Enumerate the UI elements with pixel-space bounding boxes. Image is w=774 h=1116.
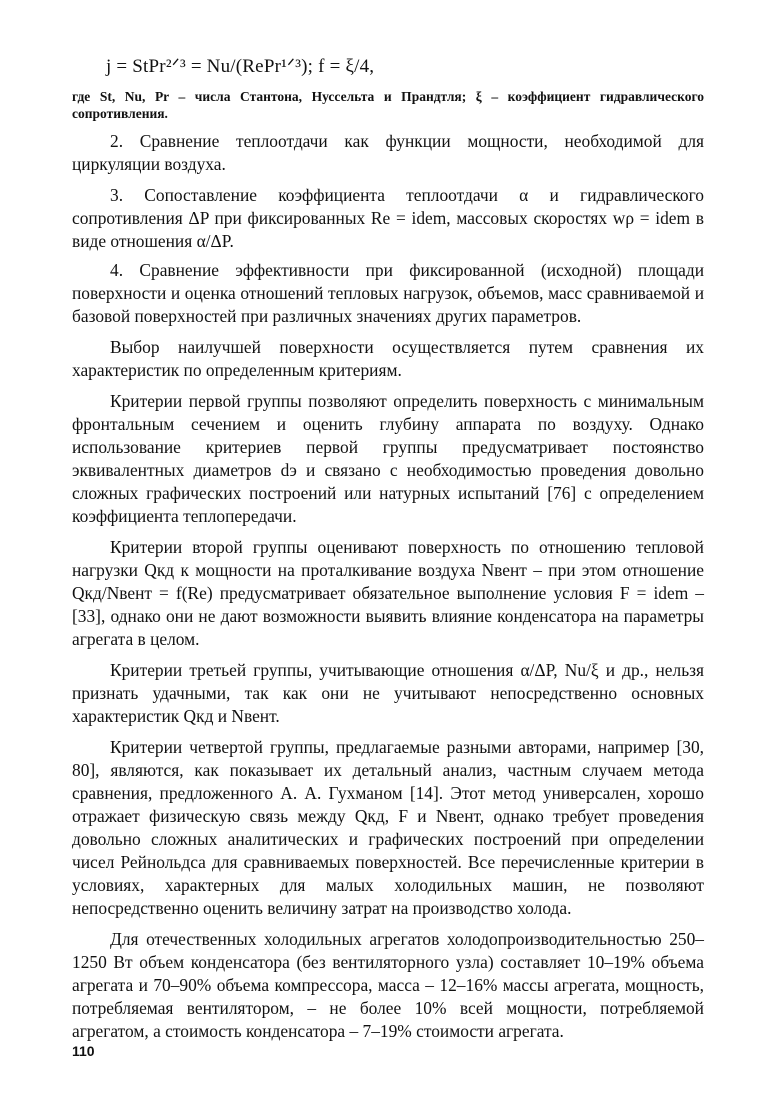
paragraph-group-2: Критерии второй группы оценивают поверхность по отношению тепловой нагрузки Qкд к мощности на проталкивание воздуха Nвент – при этом отношение Qкд/Nвент = f(Re) предусматривает обязательное выполнение условия F = idem – [33], однако они не дают возможности выявить влияние конденсатора на параметры агрегата в целом.: [72, 537, 704, 649]
page-body: [72, 52, 704, 1051]
paragraph-selection: Выбор наилучшей поверхности осуществляется путем сравнения их характеристик по определенным критериям.: [72, 337, 704, 380]
formula-line: j = StPr²ᐟ³ = Nu/(RePr¹ᐟ³); f = ξ/4,: [106, 56, 375, 77]
paragraph-group-4: Критерии четвертой группы, предлагаемые разными авторами, например [30, 80], являются, как показывает их детальный анализ, частным случаем метода сравнения, предложенного А. А. Гухманом [14]. Этот метод универсален, хорошо отражает физическую связь между Qкд, F и Nвент, однако требует проведения довольно сложных аналитических и графических построений при определении чисел Рейнольдса для сравниваемых поверхностей. Все перечисленные критерии в условиях, характерных для малых холодильных машин, не позволяют непосредственно оценить величину затрат на производство холода.: [72, 737, 704, 918]
paragraph-item-4: 4. Сравнение эффективности при фиксированной (исходной) площади поверхности и оценка отношений тепловых нагрузок, объемов, масс сравниваемой и базовой поверхностей при различных значениях других параметров.: [72, 260, 704, 326]
page-number: 110: [72, 1043, 95, 1059]
formula-note: где St, Nu, Pr – числа Стантона, Нуссельта и Прандтля; ξ – коэффициент гидравлического сопротивления.: [72, 89, 704, 121]
paragraph-group-3: Критерии третьей группы, учитывающие отношения α/ΔP, Nu/ξ и др., нельзя признать удачными, так как они не учитывают непосредственно основных характеристик Qкд и Nвент.: [72, 660, 704, 726]
paragraph-domestic-units: Для отечественных холодильных агрегатов холодопроизводительностью 250–1250 Вт объем конденсатора (без вентиляторного узла) составляет 10–19% объема агрегата и 70–90% объема компрессора, масса – 12–16% массы агрегата, мощность, потребляемая вентилятором, – не более 10% всей мощности, потребляемой агрегатом, а стоимость конденсатора – 7–19% стоимости агрегата.: [72, 929, 704, 1041]
paragraph-group-1: Критерии первой группы позволяют определить поверхность с минимальным фронтальным сечением и оценить глубину аппарата по воздуху. Однако использование критериев первой группы предусматривает постоянство эквивалентных диаметров dэ и связано с необходимостью проведения довольно сложных графических построений или натурных испытаний [76] с определением коэффициента теплопередачи.: [72, 391, 704, 526]
paragraph-item-3: 3. Сопоставление коэффициента теплоотдачи α и гидравлического сопротивления ΔP при фиксированных Re = idem, массовых скоростях wρ = idem в виде отношения α/ΔP.: [72, 185, 704, 251]
paragraph-item-2: 2. Сравнение теплоотдачи как функции мощности, необходимой для циркуляции воздуха.: [72, 131, 704, 174]
